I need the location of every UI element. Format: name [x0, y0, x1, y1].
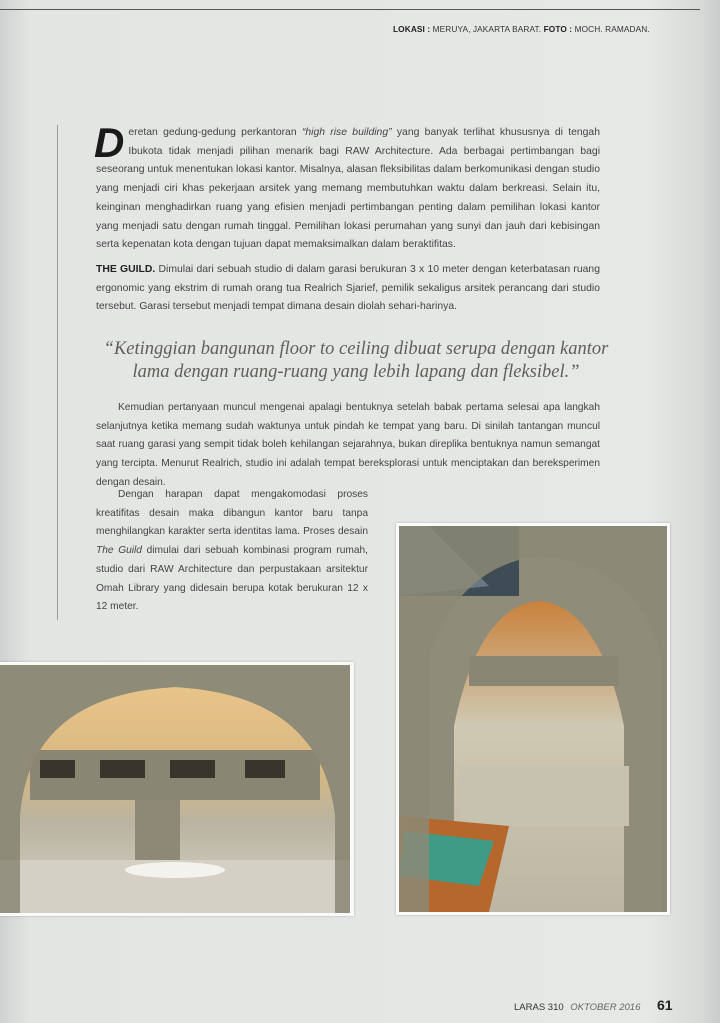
text: yang banyak terlihat khususnya di tengah Ibukota tidak menjadi pilihan menarik bagi RAW Architecture. Ada berbagai pertimbangan bagi seseorang untuk menentukan lokasi kantor. Misalnya, alasan fleksibilitas dalam berkomunikasi dengan studio yang menjadi ciri khas pekerjaan arsitek yang memang membutuhkan waktu dalam berkreasi. Selain itu, keinginan menghadirkan ruang yang efisien menjadi pertimbangan penting dalam pemilihan lokasi kantor yang menjadi satu dengan rumah tinggal. Pemilihan lokasi perumahan yang sunyi dan jauh dari kebisingan serta kepenatan kota dengan tujuan dapat memaksimalkan dalam beraktifitas.	[96, 127, 600, 251]
photo-interior-arch-wide	[0, 662, 354, 916]
issue-date: OKTOBER 2016	[570, 1002, 641, 1013]
body-paragraph	[96, 399, 600, 493]
emphasis: The Guild	[96, 545, 142, 557]
column-rule	[57, 125, 58, 620]
body-paragraph	[96, 486, 368, 617]
text: dimulai dari sebuah kombinasi program rumah, studio dari RAW Architecture dan perpustakaan arsitektur Omah Library yang didesain berupa kotak berukuran 12 x 12 meter.	[96, 545, 369, 613]
text: eretan gedung-gedung perkantoran	[128, 127, 302, 138]
text: “Ketinggian bangunan	[103, 339, 280, 359]
top-rule	[0, 9, 700, 10]
magazine-name: LARAS	[514, 1002, 546, 1013]
text: dibuat serupa dengan kantor lama dengan ruang-ruang yang lebih lapang dan fleksibel.”	[132, 339, 609, 382]
location: MERUYA, JAKARTA BARAT.	[432, 24, 542, 34]
emphasis: floor to ceiling	[279, 339, 390, 359]
section-lead: THE GUILD.	[96, 264, 156, 275]
text: Kemudian pertanyaan muncul mengenai apalagi bentuknya setelah babak pertama selesai apa langkah selanjutnya ketika memang sudah waktunya untuk pindah ke tempat yang baru. Di sinilah tantangan muncul saat ruang garasi yang sempit tidak boleh kehilangan sejarahnya, bukan direplika bentuknya namun semangat yang tercipta. Menurut Realrich, studio ini adalah tempat bereksplorasi untuk menciptakan dan bereksperimen dengan desain.	[96, 402, 600, 488]
photo-interior-arch-tall	[396, 523, 670, 915]
photographer: MOCH. RAMADAN.	[574, 24, 650, 34]
photo-credit	[393, 24, 650, 34]
issue-number: 310	[547, 1002, 564, 1013]
guild-paragraph	[96, 261, 600, 317]
pull-quote	[96, 338, 616, 384]
text: Dengan harapan dapat mengakomodasi proses kreatifitas desain maka dibangun kantor baru tanpa menghilangkan karakter serta identitas lama. Proses desain	[96, 489, 368, 538]
intro-paragraph	[94, 119, 600, 255]
drop-cap: D	[94, 119, 125, 166]
photo-label: FOTO :	[543, 24, 573, 34]
location-label: LOKASI :	[393, 24, 431, 34]
page-footer	[514, 997, 673, 1013]
page-number: 61	[657, 997, 673, 1013]
emphasis: “high rise building”	[301, 127, 392, 138]
text: Dimulai dari sebuah studio di dalam garasi berukuran 3 x 10 meter dengan keterbatasan ruang ergonomic yang ekstrim di rumah orang tua Realrich Sjarief, pemilik sekaligus arsitek perancang dari studio tersebut. Garasi tersebut menjadi tempat dimana desain diolah sehari-harinya.	[96, 264, 600, 313]
